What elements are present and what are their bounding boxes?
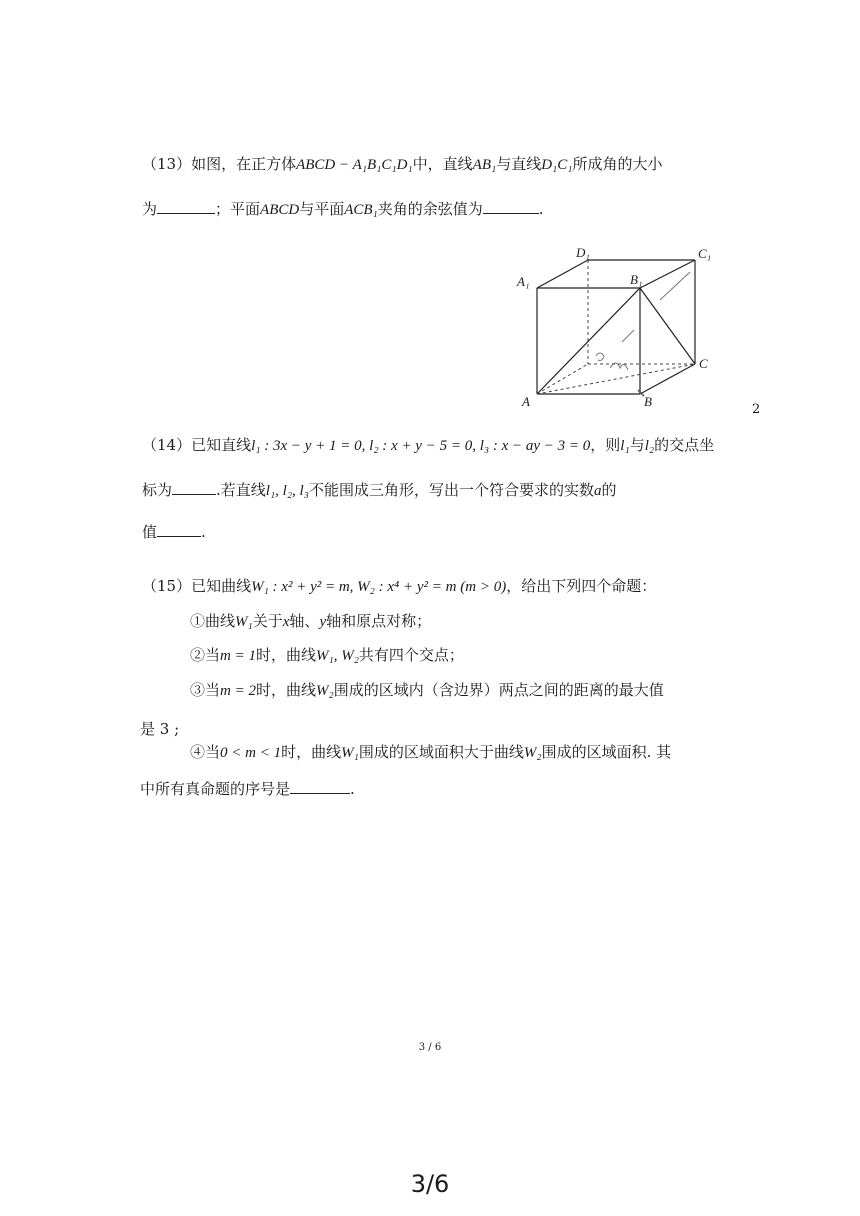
q15-text: 围成的区域面积大于曲线: [358, 743, 524, 761]
q15-text: 中所有真命题的序号是: [140, 780, 291, 798]
q13-math-cube: ABCD − A₁B₁C₁D₁: [296, 157, 413, 173]
q15-last-line: [140, 779, 355, 799]
q15-text: ④当: [190, 743, 221, 761]
q14-math-l2: l₂: [644, 438, 655, 454]
label-c1: C₁: [698, 246, 712, 261]
label-b1: B₁: [630, 272, 643, 287]
q14-line2: [142, 480, 616, 501]
label-a1: A₁: [517, 274, 530, 289]
margin-mark: 2: [752, 402, 761, 417]
q15-math: W₁: [341, 745, 359, 761]
q15-math: W₂: [523, 745, 542, 761]
q15-item-3-cont: 是 3 ;: [140, 720, 180, 738]
q15-text: 轴、: [289, 612, 320, 630]
q15-math: W₁, W₂: [316, 648, 359, 664]
q15-math: x: [282, 614, 290, 630]
q15-text: 共有四个交点；: [358, 646, 464, 664]
q15-math-curves: W₁ : x² + y² = m, W₂ : x⁴ + y² = m (m > 0): [251, 579, 507, 595]
q14-text: 不能围成三角形，写出一个符合要求的实数: [308, 481, 594, 499]
q14-text: ，则: [590, 436, 621, 454]
q14-answer-blank-2[interactable]: [157, 522, 201, 537]
label-c: C: [699, 356, 708, 371]
q15-text: 时，曲线: [255, 681, 316, 699]
q14-text: .: [201, 523, 206, 541]
q15-item-4: [190, 742, 671, 763]
q15-item-1: [190, 611, 431, 632]
q15-text: ③当: [190, 681, 221, 699]
hidden-segment-ac: [537, 364, 695, 394]
segment-b1c: [640, 288, 695, 364]
q13-answer-blank-2[interactable]: [483, 199, 539, 214]
q14-math-l123: l₁, l₂, l₃: [265, 483, 309, 499]
q13-text: 与平面: [299, 200, 345, 218]
q15-text: ①曲线: [190, 612, 236, 630]
q14-text: 值: [142, 523, 158, 541]
q15-line1: [142, 576, 656, 597]
q13-math-acb1: ACB₁: [344, 202, 378, 218]
q15-text: （15）已知曲线: [142, 577, 252, 595]
q13-math-abcd: ABCD: [260, 202, 300, 218]
q15-math: 0 < m < 1: [220, 745, 282, 761]
q15-text: 关于: [252, 612, 283, 630]
q14-text: 与: [629, 436, 645, 454]
q15-text: 时，曲线: [281, 743, 342, 761]
q15-text: 围成的区域内（含边界）两点之间的距离的最大值: [333, 681, 664, 699]
edge-a1d1: [537, 260, 588, 288]
q14-text: 标为: [142, 481, 173, 499]
q13-math-ab1: AB₁: [472, 157, 497, 173]
q13-text: 夹角的余弦值为: [377, 200, 483, 218]
q15-item-2: [190, 645, 464, 666]
q15-item-3: [190, 680, 664, 701]
label-a: A: [522, 394, 530, 409]
q15-text: .: [350, 780, 355, 798]
page-number-large: 3/6: [410, 1170, 450, 1198]
label-b: B: [644, 394, 652, 409]
q15-text: 轴和原点对称；: [326, 612, 432, 630]
q15-text: 时，曲线: [255, 646, 316, 664]
q15-text: 围成的区域面积. 其: [541, 743, 672, 761]
q13-text: 为: [142, 200, 158, 218]
q14-answer-blank-1[interactable]: [172, 480, 216, 495]
q15-text: ②当: [190, 646, 221, 664]
q13-text: ；平面: [215, 200, 261, 218]
q13-answer-blank-1[interactable]: [157, 199, 215, 214]
q14-text: 的交点坐: [654, 436, 715, 454]
cube-figure: [510, 240, 730, 410]
pencil-mark: [596, 353, 604, 361]
page-number-small: 3 / 6: [418, 1042, 442, 1053]
q14-text: （14）已知直线: [142, 436, 252, 454]
q15-math: m = 2: [220, 683, 256, 699]
q13-text: 所成角的大小: [572, 155, 663, 173]
q15-math: W₂: [316, 683, 334, 699]
q15-math: m = 1: [220, 648, 256, 664]
q14-text: .若直线: [216, 481, 266, 499]
q13-math-d1c1: D₁C₁: [541, 157, 573, 173]
q13-text: 中，直线: [412, 155, 473, 173]
q13-line2: [142, 199, 544, 220]
q14-math-a: a: [593, 483, 602, 499]
q14-line3: [142, 522, 206, 542]
q13-text: 与直线: [496, 155, 542, 173]
q15-math: y: [319, 614, 327, 630]
edge-bc: [640, 364, 695, 394]
edge-b1c1: [640, 260, 695, 288]
q14-math-l1: l₁: [620, 438, 630, 454]
q14-line1: [142, 435, 714, 456]
q13-text: （13）如图，在正方体: [142, 155, 297, 173]
q13-text: .: [538, 200, 544, 218]
q15-math: W₁: [235, 614, 253, 630]
q13-line1: [142, 154, 663, 175]
q14-math-lines: l₁ : 3x − y + 1 = 0, l₂ : x + y − 5 = 0, l₃ : x − ay − 3 = 0: [251, 438, 591, 454]
q15-answer-blank[interactable]: [290, 779, 350, 794]
label-d1: D₁: [576, 245, 590, 260]
pencil-mark: [622, 330, 634, 342]
q14-text: 的: [601, 481, 617, 499]
q15-text: ，给出下列四个命题：: [506, 577, 657, 595]
